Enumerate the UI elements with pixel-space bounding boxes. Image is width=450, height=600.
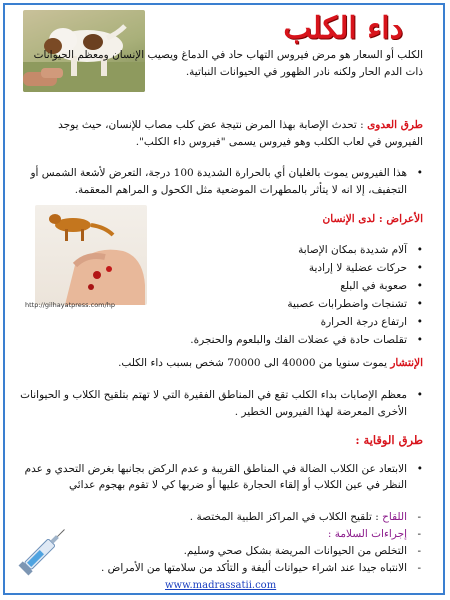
intro-paragraph: الكلب أو السعار هو مرض فيروس التهاب حاد في الدماغ ويصيب الإنسان ومعظم الحيوانات ذات الدم الحار ولكنه نادر الظهور في الحيوانات النباتية. [33, 49, 423, 78]
prevention-sublist [75, 509, 423, 577]
vaccine-label: اللقاح [382, 511, 407, 523]
list-item: • آلام شديدة بمكان الإصابة [155, 241, 423, 259]
safety-label: إجراءات السلامة : [327, 528, 407, 540]
list-item: • ارتفاع درجة الحرارة [155, 313, 423, 331]
vaccine-text: : تلقيح الكلاب في المراكز الطبية المختصة . [189, 511, 383, 523]
transmission-list [19, 165, 423, 199]
symptoms-heading: الأعراض [386, 213, 423, 225]
list-item: • هذا الفيروس يموت بالغليان أي بالحرارة الشديدة 100 درجة، التعرض لأشعة الشمس أو التجفيف، إلا انه لا يتأثر بالمطهرات الموضعية مثل الكحول و المراهم المعقمة. [19, 165, 423, 199]
transmission-heading: طرق العدوى [367, 119, 423, 131]
list-item: • حركات عضلية لا إرادية [155, 259, 423, 277]
spread-heading: الإنتشار [390, 357, 423, 369]
fox-bite-hand-photo-icon [35, 205, 147, 305]
document-page [3, 3, 445, 595]
safety-item [75, 526, 423, 543]
syringe-icon [15, 520, 73, 580]
list-item: • الابتعاد عن الكلاب الضالة في المناطق القريبة و عدم الركض بجانبها بغرض التحدي و عدم النظر في عين الكلاب أو إلقاء الحجارة عليها أو ضربها كي لا تقوم بهجوم عدائي [19, 461, 423, 493]
page-title: داء الكلب [283, 11, 403, 46]
prevention-list [19, 461, 423, 493]
symptoms-heading-line [165, 211, 423, 228]
photo-watermark: http://gilhayatpress.com/hp [25, 301, 115, 309]
prevention-heading: طرق الوقاية : [355, 433, 423, 447]
transmission-paragraph [19, 117, 423, 151]
list-item: • صعوبة في البلع [155, 277, 423, 295]
footer-site-link[interactable]: www.madrassatii.com [165, 580, 277, 591]
list-item: • معظم الإصابات بداء الكلب تقع في المناطق الفقيرة التي لا تهتم بتلقيح الكلاب و الحيوانات الأخرى المعرضة لهذا الفيروس الخطير . [19, 387, 423, 421]
vaccine-item [75, 509, 423, 526]
list-item: - الانتباه جيدا عند اشراء حيوانات أليفة و التأكد من سلامتها من الأمراض . [75, 560, 423, 577]
list-item: • تشنجات واضطرابات عصبية [155, 295, 423, 313]
spread-list [19, 387, 423, 421]
list-item: - التخلص من الحيوانات المريضة بشكل صحي وسليم. [75, 543, 423, 560]
symptoms-list [155, 241, 423, 349]
transmission-text: : تحدث الإصابة بهذا المرض نتيجة عض كلب مصاب للإنسان، حيث يوجد الفيروس في لعاب الكلب وهو فيروس يسمى "فيروس داء الكلب". [58, 119, 423, 148]
spread-text: يموت سنويا من 40000 الى 70000 شخص بسبب داء الكلب. [118, 357, 391, 369]
spread-paragraph [19, 355, 423, 372]
symptoms-subheading: : لدى الإنسان [322, 213, 387, 225]
list-item: • تقلصات حادة في عضلات الفك والبلعوم والحنجرة. [155, 331, 423, 349]
